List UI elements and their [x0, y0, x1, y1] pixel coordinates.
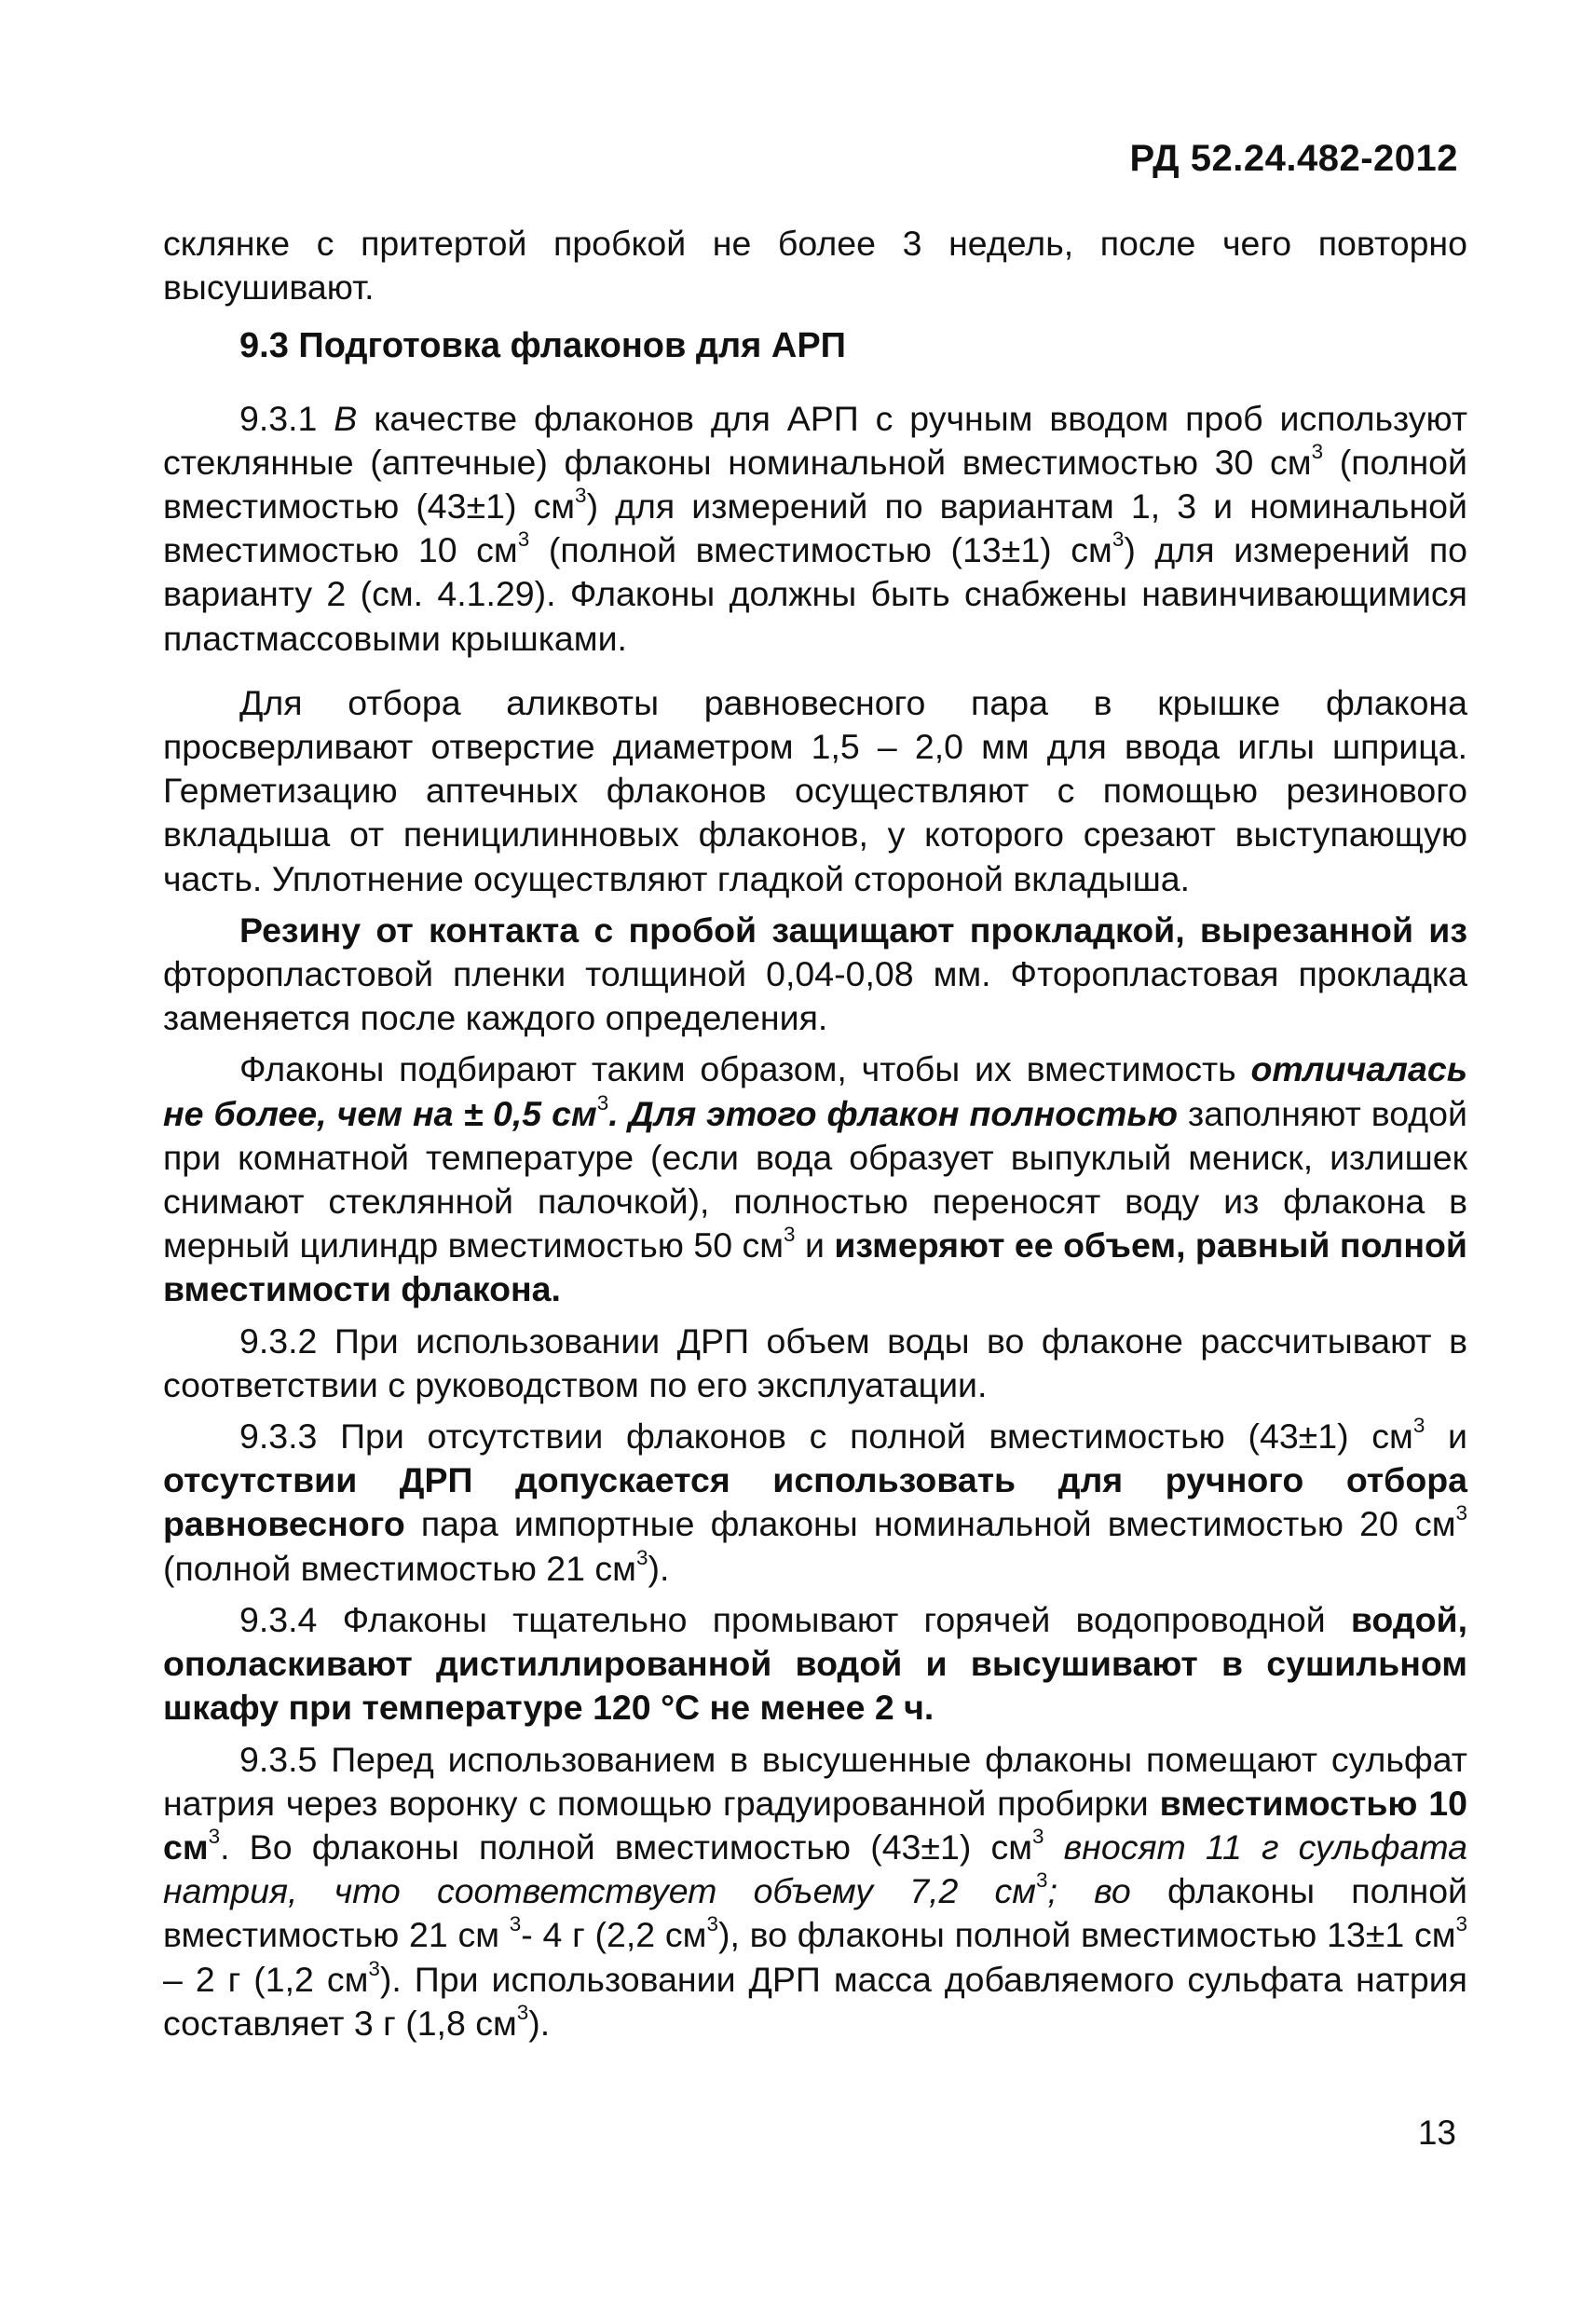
intro-paragraph: склянке с притертой пробкой не более 3 недель, после чего повторно высушивают. — [163, 224, 1467, 308]
p7-bold: водой, ополаскивают дистиллированной водой и высушивают в сушильном шкафу при температуре 120 °С не менее 2 ч. — [163, 1599, 1467, 1728]
p6-bold: отсутствии ДРП допускается использовать для ручного отбора равновесного — [163, 1460, 1467, 1544]
p8-italic: вносят 11 г сульфата натрия, что соответствует объему 7,2 см — [163, 1826, 1467, 1911]
superscript: 3 — [784, 1223, 796, 1247]
paragraph-9-3-4 — [163, 1598, 1467, 1731]
p8-text-7: – 2 г (1,2 см — [163, 1959, 369, 1999]
p7-text-1: 9.3.4 Флаконы тщательно промывают горячей водопроводной — [239, 1599, 1351, 1639]
p8-text-5: - 4 г (2,2 см — [521, 1915, 707, 1955]
superscript: 3 — [1036, 1868, 1048, 1893]
p1-text-1: качестве флаконов для АРП с ручным вводом проб используют стеклянные (аптечные) флаконы номинальной вместимостью 30 см — [163, 398, 1467, 482]
superscript: 3 — [368, 1956, 380, 1980]
p8-text-3 — [1044, 1827, 1064, 1867]
p6-text-5: ). — [648, 1548, 670, 1588]
p4-bold-italic-2: . Для этого флакон полностью — [608, 1093, 1179, 1133]
superscript: 3 — [208, 1825, 221, 1849]
page-body — [163, 222, 1467, 2045]
superscript: 3 — [1112, 527, 1125, 552]
superscript: 3 — [706, 1912, 718, 1936]
superscript: 3 — [516, 2000, 529, 2024]
superscript: 3 — [517, 527, 530, 552]
p6-text-2: и — [1425, 1416, 1467, 1457]
p8-text-1: 9.3.5 Перед использованием в высушенные флаконы помещают сульфат натрия через воронку с помощью градуированной пробирки — [163, 1739, 1467, 1823]
p8-text-8: ). При использовании ДРП масса добавляемого сульфата натрия составляет 3 г (1,8 см — [163, 1959, 1467, 2043]
p1-text-3: ) для измерений по вариантам 1, 3 и номинальной вместимостью 10 см — [163, 486, 1467, 570]
p1-italic-word: В — [334, 398, 358, 438]
p1-text-5: ) для измерений по варианту 2 (см. 4.1.29). Флаконы должны быть снабжены навинчивающимися пластмассовыми крышками. — [163, 530, 1467, 658]
p4-bold-end: измеряют ее объем, равный полной вместимости флакона. — [163, 1225, 1467, 1309]
paragraph-vial-selection — [163, 1047, 1467, 1311]
section-heading: 9.3 Подготовка флаконов для АРП — [239, 326, 846, 366]
superscript: 3 — [575, 484, 587, 508]
paragraph-9-3-3 — [163, 1415, 1467, 1591]
superscript: 3 — [596, 1090, 609, 1115]
superscript: 3 — [509, 1912, 522, 1936]
p4-bold-italic: отличалась не более, чем на ± 0,5 см — [163, 1049, 1467, 1133]
superscript: 3 — [1455, 1501, 1467, 1525]
p8-text-6: ), во флаконы полной вместимостью 13±1 см — [717, 1915, 1456, 1955]
document-code: РД 52.24.482-2012 — [1129, 138, 1458, 179]
superscript: 3 — [1032, 1825, 1044, 1849]
p1-text-2: (полной вместимостью (43±1) см — [163, 442, 1467, 527]
p4-text-1: Флаконы подбирают таким образом, чтобы их вместимость — [239, 1049, 1251, 1089]
p6-text-4: (полной вместимостью 21 см — [163, 1548, 636, 1588]
p1-number: 9.3.1 — [239, 398, 334, 438]
paragraph-9-3-2: 9.3.2 При использовании ДРП объем воды во флаконе рассчитывают в соответствии с руководством по его эксплуатации. — [163, 1320, 1467, 1404]
paragraph-drilling: Для отбора аликвоты равновесного пара в крышке флакона просверливают отверстие диаметром 1,5 – 2,0 мм для ввода иглы шприца. Герметизацию аптечных флаконов осуществляют с помощью резинового вкладыша от пеницилинновых флаконов, у которого срезают выступающую часть. Уплотнение осуществляют гладкой стороной вкладыша. — [163, 682, 1467, 898]
superscript: 3 — [1455, 1912, 1467, 1936]
p8-bold: вместимостью 10 см — [163, 1783, 1467, 1867]
p4-text-3: и — [795, 1225, 835, 1265]
p4-text-2: заполняют водой при комнатной температуре (если вода образует выпуклый мениск, излишек снимают стеклянной палочкой), полностью переносят воду из флакона в мерный цилиндр вместимостью 50 см — [163, 1093, 1467, 1265]
paragraph-9-3-1 — [163, 397, 1467, 661]
superscript: 3 — [1311, 439, 1324, 463]
superscript: 3 — [635, 1545, 648, 1569]
p3-bold: Резину от контакта с пробой защищают прокладкой, вырезанной из — [239, 910, 1467, 950]
paragraph-9-3-5 — [163, 1738, 1467, 2045]
p3-text: фторопластовой пленки толщиной 0,04-0,08 мм. Фторопластовая прокладка заменяется после каждого определения. — [163, 954, 1467, 1038]
p8-italic-2: ; во — [1047, 1871, 1131, 1911]
p6-text-1: 9.3.3 При отсутствии флаконов с полной вместимостью (43±1) см — [239, 1416, 1413, 1457]
p1-text-4: (полной вместимостью (13±1) см — [529, 530, 1112, 570]
superscript: 3 — [1412, 1414, 1425, 1438]
paragraph-gasket — [163, 909, 1467, 1041]
p6-text-3: пара импортные флаконы номинальной вместимостью 20 см — [404, 1504, 1456, 1544]
p8-text-4: флаконы полной вместимостью 21 см — [163, 1871, 1467, 1955]
p8-text-9: ). — [528, 2003, 551, 2043]
page-number: 13 — [1417, 2114, 1456, 2152]
p8-text-2: . Во флаконы полной вместимостью (43±1) см — [220, 1826, 1032, 1867]
